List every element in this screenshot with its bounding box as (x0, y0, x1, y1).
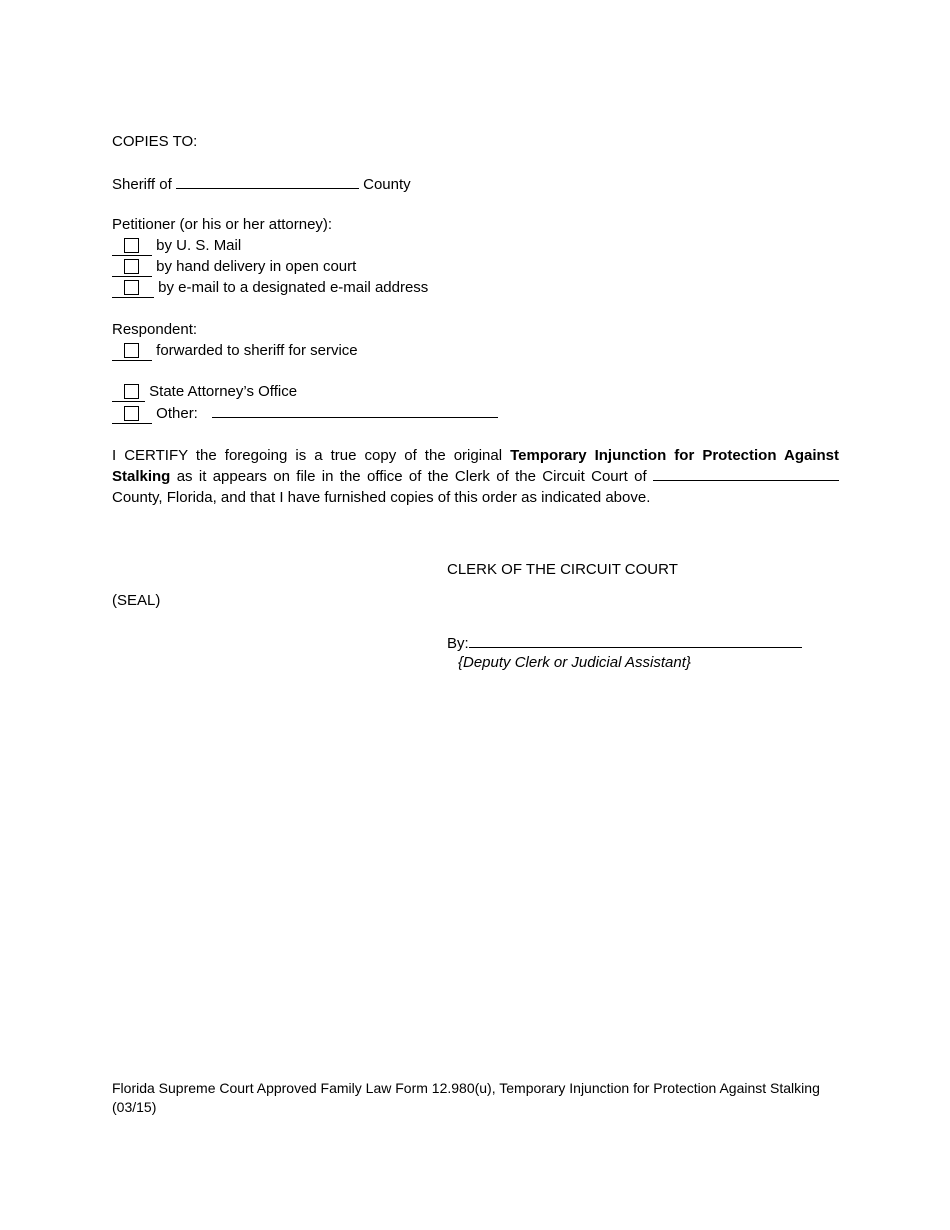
petitioner-heading: Petitioner (or his or her attorney): (112, 216, 333, 233)
petitioner-option-mail (112, 236, 241, 256)
seal-label: (SEAL) (112, 592, 161, 609)
by-signature-line (447, 633, 802, 654)
certify-text-1: I CERTIFY the foregoing is a true copy of the original (112, 447, 503, 464)
state-attorney-label: State Attorney’s Office (149, 383, 298, 400)
footer-line-2: (03/15) (112, 1099, 157, 1115)
copies-to-heading: COPIES TO: (112, 133, 198, 150)
petitioner-option-hand (112, 257, 356, 277)
respondent-option-sheriff (112, 341, 358, 361)
sheriff-line (112, 174, 411, 195)
option-label: by hand delivery in open court (156, 258, 357, 275)
option-label: forwarded to sheriff for service (156, 342, 358, 359)
other-checkbox[interactable] (124, 406, 139, 421)
signature-blank[interactable] (469, 633, 802, 648)
certification-paragraph (112, 445, 839, 508)
option-label: by U. S. Mail (156, 237, 242, 254)
circuit-county-blank[interactable] (653, 466, 839, 481)
sheriff-suffix: County (363, 176, 411, 193)
option-label: by e-mail to a designated e-mail address (158, 279, 429, 296)
forward-sheriff-checkbox[interactable] (124, 343, 139, 358)
state-attorney-checkbox[interactable] (124, 384, 139, 399)
other-label: Other: (156, 405, 198, 422)
certify-text-2: as it appears on file in the office of the Clerk of the Circuit Court of (176, 468, 647, 485)
respondent-heading: Respondent: (112, 321, 198, 338)
hand-delivery-checkbox[interactable] (124, 259, 139, 274)
mail-checkbox[interactable] (124, 238, 139, 253)
clerk-title: CLERK OF THE CIRCUIT COURT (447, 561, 678, 578)
email-checkbox[interactable] (124, 280, 139, 295)
sheriff-prefix: Sheriff of (112, 176, 172, 193)
other-blank[interactable] (212, 403, 498, 418)
certify-text-3: County, Florida, and that I have furnished copies of this order as indicated above. (112, 489, 651, 506)
petitioner-option-email (112, 278, 428, 298)
by-label: By: (447, 635, 469, 652)
form-footer (112, 1079, 852, 1117)
other-option (112, 403, 498, 423)
sheriff-county-blank[interactable] (176, 174, 359, 189)
footer-line-1: Florida Supreme Court Approved Family Law Form 12.980(u), Temporary Injunction for Protection Against Stalking (112, 1080, 820, 1096)
deputy-caption: {Deputy Clerk or Judicial Assistant} (458, 654, 691, 671)
form-title-bold: Temporary Injunction for Protection Against Stalking (112, 447, 839, 485)
state-attorney-option (112, 382, 297, 402)
